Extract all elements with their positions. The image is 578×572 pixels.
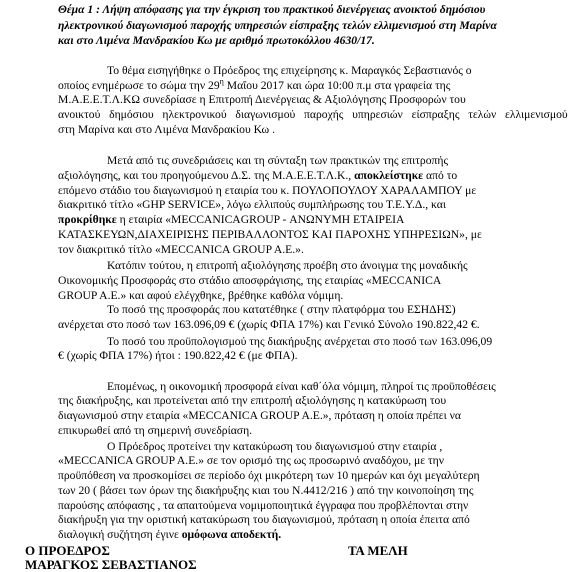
para2-line-7: τον διακριτικό τίτλο «MECCANICA GROUP A.E.». xyxy=(58,242,304,256)
para7-line-1: Ο Πρόεδρος προτείνει την κατακύρωση του διαγωνισμού στην εταιρία , xyxy=(107,439,443,453)
para4-line-2: ανέρχεται στο ποσό των 163.096,09 € (χωρίς ΦΠΑ 17%) και Γενικό Σύνολο 190.822,42 €. xyxy=(58,318,480,331)
heading-line-2: ηλεκτρονικού διαγωνισμού παροχής υπηρεσιών είσπραξης τελών ελλιμενισμού στη Μαρίνα xyxy=(58,18,497,32)
para2-line-2-post: από το xyxy=(423,168,458,182)
para5-line-2: € (χωρίς ΦΠΑ 17%) ήτοι : 190.822,42 € (με ΦΠΑ). xyxy=(58,349,298,363)
para6-line-4: επικυρωθεί από τη σημερινή συνεδρίαση. xyxy=(58,423,253,437)
para6-line-3: διαγωνισμού στην εταιρία «MECCANICA GROUP A.E.», πρόταση η οποία πρέπει να xyxy=(58,409,461,423)
para2-line-5 xyxy=(58,213,404,227)
para1-superscript: η xyxy=(219,76,224,86)
para3-line-1: Κατόπιν τούτου, η επιτροπή αξιολόγησης προέβη στο άνοιγμα της μοναδικής xyxy=(107,259,468,273)
para1-line-1: Το θέμα εισηγήθηκε ο Πρόεδρος της επιχείρησης κ. Μαραγκός Σεβαστιανός ο xyxy=(107,63,472,77)
para3-line-2: Οικονομικής Προσφοράς στο στάδιο αποσφράγισης, της εταιρίας «MECCANICA xyxy=(58,273,442,287)
para2-line-2-pre: αξιολόγησης, και του προηγούμενου Δ.Σ. της Μ.Α.Ε.Ε.Τ.Λ.Κ., xyxy=(58,168,355,182)
qualified-label: προκρίθηκε xyxy=(58,213,117,226)
para2-line-6: ΚΑΤΑΣΚΕΥΩΝ,ΔΙΑΧΕΙΡΙΣΗΣ ΠΕΡΙΒΑΛΛΟΝΤΟΣ ΚΑΙ ΠΑΡΟΧΗΣ ΥΠΗΡΕΣΙΩΝ», με xyxy=(58,227,482,241)
para7-line-4: των 20 ( βάσει των όρων της διακήρυξης κιαι του Ν.4412/216 ) από την κοινοποίηση της xyxy=(58,483,474,497)
para2-line-5-post: η εταιρία «MECCANICAGROUP - ΑΝΩΝΥΜΗ ΕΤΑΙΡΕΙΑ xyxy=(116,213,405,226)
para1-line-2-post: Μαΐου 2017 και ώρα 10:00 π.μ στα γραφεία της xyxy=(223,78,451,92)
para7-line-2: «MECCANICA GROUP A.E.» σε τον ορισμό της ως προσωρινό αναδόχου, με την xyxy=(58,454,445,468)
para3-line-3: GROUP A.E.» και αφού ελέγχθηκε, βρέθηκε καθόλα νόμιμη. xyxy=(58,288,344,302)
para1-line-2 xyxy=(58,76,451,93)
para1-line-3: Μ.Α.Ε.Ε.Τ.Λ.ΚΩ συνεδρίασε η Επιτροπή Διενέργειας & Αξιολόγησης Προσφορών του xyxy=(58,93,466,107)
para6-line-1: Επομένως, η οικονομική προσφορά είναι καθ΄όλα νόμιμη, πληροί τις προϋποθέσεις xyxy=(107,379,496,393)
para1-line-5: στη Μαρίνα και στο Λιμένα Μανδρακίου Κω . xyxy=(58,122,276,136)
para1-line-4: ανοικτού δημόσιου ηλεκτρονικού διαγωνισμού παροχής υπηρεσιών είσπραξης τελών ελλιμενισμού xyxy=(58,108,568,121)
para2-line-4: διακριτικό τίτλο «GHP SERVICE», λόγω ελλιπούς συμπλήρωσης του Τ.Ε.Υ.Δ., και xyxy=(58,198,446,212)
para1-line-2-pre: οποίος ενημέρωσε το σώμα την 29 xyxy=(58,78,220,92)
heading-line-3: και στο Λιμένα Μανδρακίου Κω με αριθμό πρωτοκόλλου 4630/17. xyxy=(58,34,375,48)
para7-line-7 xyxy=(58,528,281,542)
para2-line-1: Μετά από τις συνεδριάσεις και τη σύνταξη των πρακτικών της επιτροπής xyxy=(107,154,449,168)
president-name: ΜΑΡΑΓΚΟΣ ΣΕΒΑΣΤΙΑΝΟΣ xyxy=(25,557,197,572)
para2-line-3: επόμενο στάδιο του διαγωνισμού η εταιρία του κ. ΠΟΥΛΟΠΟΥΛΟΥ ΧΑΡΑΛΑΜΠΟΥ με xyxy=(58,183,477,197)
para7-line-5: παρούσης απόφασης , τα απαιτούμενα νομιμοποιητικά έγγραφα που προβλέπονται στην xyxy=(58,498,469,512)
para7-line-7-pre: διαλογική συζήτηση έγινε xyxy=(58,528,182,541)
president-title: Ο ΠΡΟΕΔΡΟΣ xyxy=(25,543,110,558)
para5-line-1: Το ποσό του προϋπολογισμού της διακήρυξης ανέρχεται στο ποσό των 163.096,09 xyxy=(107,334,493,348)
members-title: ΤΑ ΜΕΛΗ xyxy=(348,543,408,558)
para2-line-2 xyxy=(58,169,457,183)
unanimous-label: ομόφωνα αποδεκτή. xyxy=(181,528,282,541)
heading-line-1: Θέμα 1 : Λήψη απόφασης για την έγκριση του πρακτικού διενέργειας ανοικτού δημόσιου xyxy=(58,3,486,16)
para4-line-1: Το ποσό της προσφοράς που κατατέθηκε ( στην πλατφόρμα του ΕΣΗΔΗΣ) xyxy=(107,303,456,317)
para7-line-3: προϋπόθεση να προσκομίσει σε περίοδο όχι μικρότερη των 10 ημερών και όχι μεγαλύτερη xyxy=(58,469,480,483)
para6-line-2: της διακήρυξης, και προτείνεται από την επιτροπή αξιολόγησης η κατακύρωση του xyxy=(58,394,447,408)
para7-line-6: διακήρυξη για την οριστική κατακύρωση του διαγωνισμού, πρόταση η οποία έπειτα από xyxy=(58,513,470,527)
excluded-label: αποκλείστηκε xyxy=(354,168,424,182)
